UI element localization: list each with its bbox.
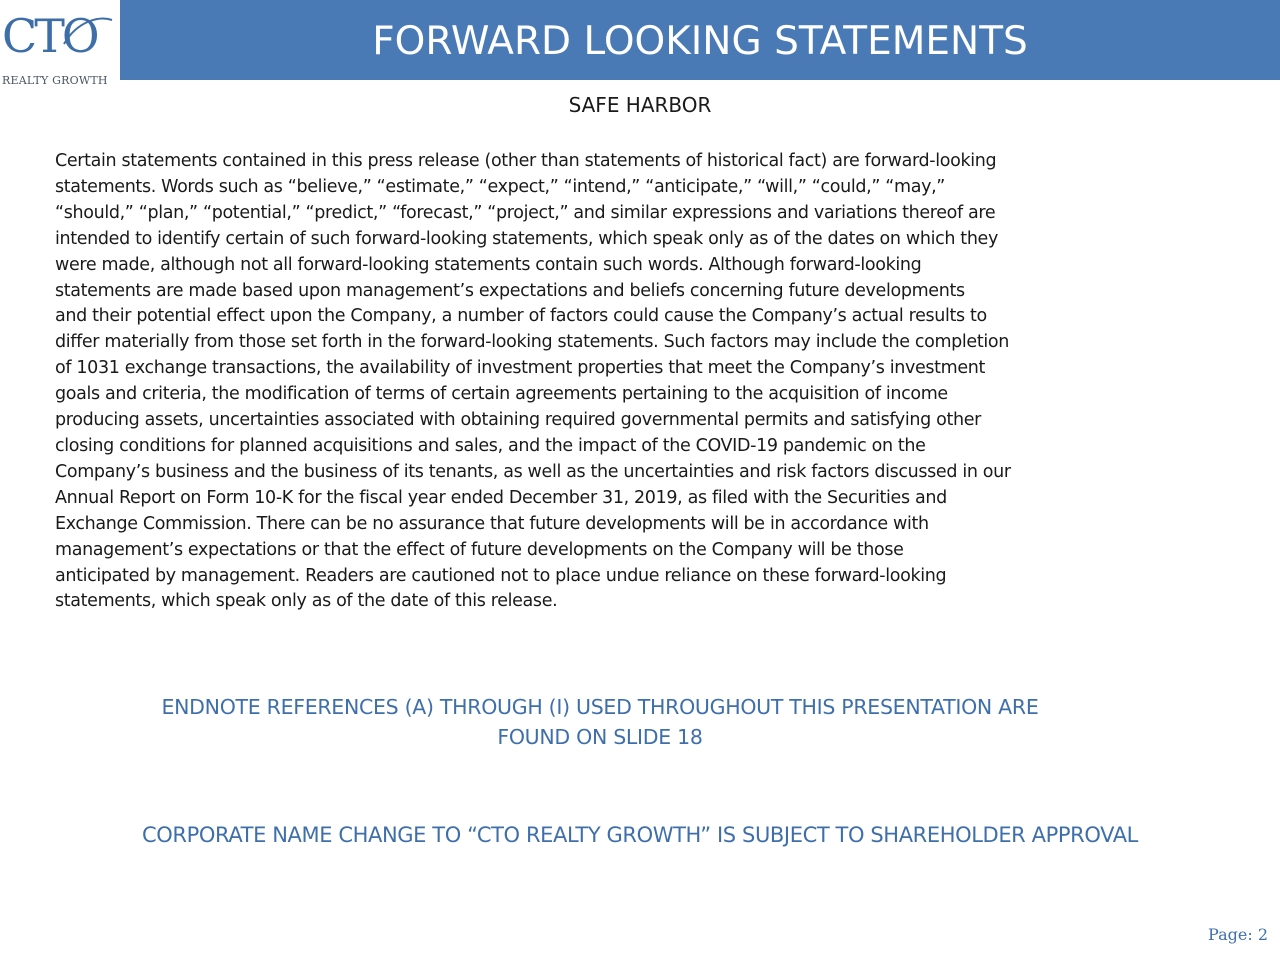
endnote-references-note [55, 692, 1145, 752]
logo-subtitle: REALTY GROWTH [2, 74, 108, 87]
paragraph-line: of 1031 exchange transactions, the availability of investment properties that meet the Company’s investment [55, 358, 986, 379]
paragraph-line: goals and criteria, the modification of terms of certain agreements pertaining to the acquisition of income [55, 384, 948, 405]
paragraph-line: anticipated by management. Readers are cautioned not to place undue reliance on these forward-looking [55, 565, 947, 586]
paragraph-line: Certain statements contained in this press release (other than statements of historical fact) are forward-looking [55, 151, 997, 171]
paragraph-line: statements are made based upon management’s expectations and beliefs concerning future developments [55, 280, 965, 301]
paragraph-line: and their potential effect upon the Company, a number of factors could cause the Company’s actual results to [55, 306, 987, 327]
paragraph-line: statements. Words such as “believe,” “estimate,” “expect,” “intend,” “anticipate,” “will,” “could,” “may,” [55, 176, 946, 197]
endnote-line: FOUND ON SLIDE 18 [497, 725, 703, 749]
paragraph-line: differ materially from those set forth in the forward-looking statements. Such factors may include the completion [55, 332, 1009, 353]
paragraph-line: management’s expectations or that the effect of future developments on the Company will be those [55, 539, 904, 560]
company-logo [0, 0, 120, 92]
logo-swoosh-icon [60, 14, 114, 54]
paragraph-line: Annual Report on Form 10-K for the fiscal year ended December 31, 2019, as filed with the Securities and [55, 487, 947, 508]
page-title: FORWARD LOOKING STATEMENTS [372, 19, 1028, 64]
logo-mark: CTO [2, 9, 97, 63]
endnote-line: ENDNOTE REFERENCES (A) THROUGH (I) USED THROUGHOUT THIS PRESENTATION ARE [161, 695, 1039, 719]
page-number: Page: 2 [1208, 925, 1268, 944]
section-heading: SAFE HARBOR [568, 93, 712, 117]
name-change-note: CORPORATE NAME CHANGE TO “CTO REALTY GROWTH” IS SUBJECT TO SHAREHOLDER APPROVAL [142, 823, 1138, 847]
paragraph-line: Company’s business and the business of its tenants, as well as the uncertainties and risk factors discussed in our [55, 461, 1011, 482]
paragraph-line: intended to identify certain of such forward-looking statements, which speak only as of the dates on which they [55, 228, 998, 249]
safe-harbor-paragraph [55, 149, 1225, 615]
paragraph-line: statements, which speak only as of the date of this release. [55, 591, 558, 612]
paragraph-line: producing assets, uncertainties associated with obtaining required governmental permits and satisfying other [55, 410, 981, 431]
paragraph-line: were made, although not all forward-looking statements contain such words. Although forward-looking [55, 254, 922, 275]
paragraph-line: “should,” “plan,” “potential,” “predict,” “forecast,” “project,” and similar expressions and variations thereof are [55, 202, 996, 223]
paragraph-line: closing conditions for planned acquisitions and sales, and the impact of the COVID-19 pandemic on the [55, 435, 926, 456]
paragraph-line: Exchange Commission. There can be no assurance that future developments will be in accordance with [55, 513, 929, 534]
